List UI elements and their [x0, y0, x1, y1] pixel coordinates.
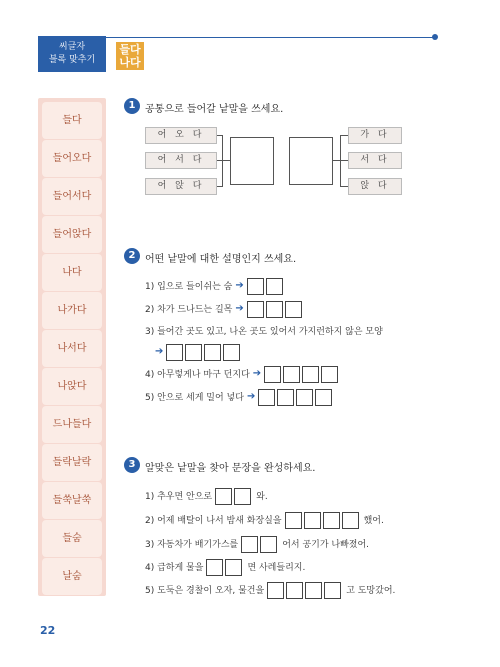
sentence-part: 고 도망갔어.	[346, 586, 396, 596]
sentence-part: 3) 자동차가 배기가스를	[145, 540, 239, 550]
answer-cell[interactable]	[215, 488, 232, 505]
sidebar-item: 들락날락	[42, 444, 102, 481]
answer-cell[interactable]	[323, 512, 340, 529]
question-title: 어떤 낱말에 대한 설명인지 쓰세요.	[145, 254, 297, 265]
answer-cell[interactable]	[302, 366, 319, 383]
page-number: 22	[40, 624, 56, 637]
answer-cell[interactable]	[285, 301, 302, 318]
word-fragment: 서 다	[348, 152, 402, 169]
answer-cell[interactable]	[258, 389, 275, 406]
question-number: 1	[124, 98, 140, 114]
section-badge	[38, 36, 106, 72]
answer-cell[interactable]	[185, 344, 202, 361]
section-badge-line1: 씨글자	[58, 42, 86, 52]
answer-box[interactable]	[230, 137, 274, 185]
sidebar-item: 날숨	[42, 558, 102, 595]
answer-cell[interactable]	[225, 559, 242, 576]
answer-cell[interactable]	[247, 278, 264, 295]
clue-text: 2) 차가 드나드는 길목	[145, 305, 233, 315]
question-number: 3	[124, 457, 140, 473]
sentence-part: 면 사레들리지.	[247, 563, 306, 573]
sentence-part: 와.	[256, 492, 268, 502]
answer-cell[interactable]	[304, 512, 321, 529]
sidebar-item: 들어앉다	[42, 216, 102, 253]
sidebar-item: 들다	[42, 102, 102, 139]
arrow-icon: ➔	[246, 391, 256, 402]
question-title: 공통으로 들어갈 낱말을 쓰세요.	[145, 104, 284, 115]
header-rule	[106, 37, 436, 38]
answer-cell[interactable]	[206, 559, 223, 576]
answer-cell[interactable]	[342, 512, 359, 529]
arrow-icon: ➔	[235, 280, 244, 291]
sidebar-item: 들어오다	[42, 140, 102, 177]
clue-text: 5) 안으로 세게 밀어 넣다	[145, 393, 244, 403]
word-fragment: 어 오 다	[145, 127, 217, 144]
sidebar-item: 들숨	[42, 520, 102, 557]
arrow-icon: ➔	[235, 303, 244, 314]
page-title-line2: 나다	[119, 56, 141, 69]
clue-text: 3) 들어간 곳도 있고, 나온 곳도 있어서 가지런하지 않은 모양	[145, 327, 383, 337]
answer-cell[interactable]	[266, 278, 283, 295]
answer-cell[interactable]	[204, 344, 221, 361]
answer-cell[interactable]	[277, 389, 294, 406]
word-fragment: 가 다	[348, 127, 402, 144]
sidebar-item: 들어서다	[42, 178, 102, 215]
sidebar-item: 나서다	[42, 330, 102, 367]
sentence-part: 4) 급하게 물을	[145, 563, 204, 573]
answer-cell[interactable]	[286, 582, 303, 599]
sentence-part: 했어.	[363, 516, 384, 526]
arrow-icon: ➔	[155, 346, 164, 357]
sidebar-item: 드나들다	[42, 406, 102, 443]
answer-cell[interactable]	[266, 301, 283, 318]
answer-cell[interactable]	[267, 582, 284, 599]
question-number: 2	[124, 248, 140, 264]
sentence-part: 1) 추우면 안으로	[145, 492, 213, 502]
section-badge-line2: 블록 맞추기	[48, 55, 96, 65]
sidebar-item: 들쑥날쑥	[42, 482, 102, 519]
word-fragment: 어 앉 다	[145, 178, 217, 195]
answer-cell[interactable]	[241, 536, 258, 553]
sidebar-item: 나다	[42, 254, 102, 291]
answer-cell[interactable]	[296, 389, 313, 406]
answer-cell[interactable]	[260, 536, 277, 553]
page-title	[116, 42, 144, 70]
answer-cell[interactable]	[305, 582, 322, 599]
sidebar-item: 나앉다	[42, 368, 102, 405]
word-sidebar	[38, 98, 106, 596]
answer-cell[interactable]	[285, 512, 302, 529]
answer-box[interactable]	[289, 137, 333, 185]
sentence-part: 2) 어제 배탈이 나서 밤새 화장실을	[145, 516, 282, 526]
word-fragment: 앉 다	[348, 178, 402, 195]
sentence-part: 5) 도둑은 경찰이 오자, 물건을	[145, 586, 265, 596]
sidebar-item: 나가다	[42, 292, 102, 329]
answer-cell[interactable]	[283, 366, 300, 383]
answer-cell[interactable]	[166, 344, 183, 361]
clue-text: 1) 입으로 들이쉬는 숨	[145, 282, 233, 292]
sentence-part: 어서 공기가 나빠졌어.	[282, 540, 370, 550]
answer-cell[interactable]	[247, 301, 264, 318]
question-title: 알맞은 낱말을 찾아 문장을 완성하세요.	[145, 463, 316, 474]
answer-cell[interactable]	[223, 344, 240, 361]
word-fragment: 어 서 다	[145, 152, 217, 169]
answer-cell[interactable]	[321, 366, 338, 383]
header-rule-dot	[432, 34, 438, 40]
answer-cell[interactable]	[264, 366, 281, 383]
clue-text: 4) 아무렇게나 마구 던지다	[145, 370, 250, 380]
arrow-icon: ➔	[252, 368, 262, 379]
page-title-line1: 들다	[119, 43, 141, 56]
answer-cell[interactable]	[315, 389, 332, 406]
answer-cell[interactable]	[234, 488, 251, 505]
answer-cell[interactable]	[324, 582, 341, 599]
